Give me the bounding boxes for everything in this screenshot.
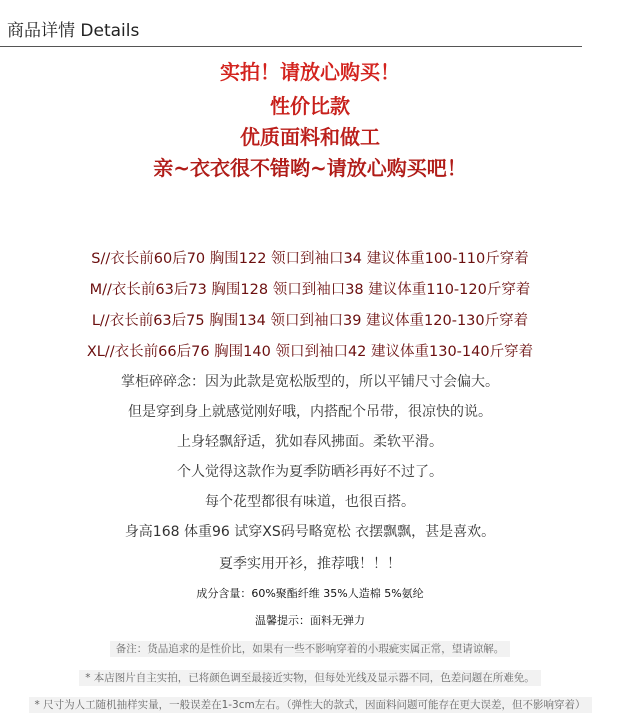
note-line: 上身轻飘舒适，犹如春风拂面。柔软平滑。 (177, 434, 443, 450)
disclaimer-note (0, 670, 620, 686)
note-line: 掌柜碎碎念：因为此款是宽松版型的，所以平铺尺寸会偏大。 (121, 374, 499, 390)
note-line: 个人觉得这款作为夏季防晒衫再好不过了。 (177, 464, 443, 480)
note-line: 但是穿到身上就感觉刚好哦，内搭配个吊带，很凉快的说。 (128, 404, 492, 420)
size-row-m: M//衣长前63后73 胸围128 领口到袖口38 建议体重110-120斤穿着 (89, 282, 531, 298)
disclaimer-note (0, 697, 620, 713)
size-row-s: S//衣长前60后70 胸围122 领口到袖口34 建议体重100-110斤穿着 (91, 251, 529, 267)
details-header (0, 0, 582, 47)
disclaimer-text: * 尺寸为人工随机抽样实量，一般误差在1-3cm左右。（弹性大的款式，因面料问题可能存在更大误差，但不影响穿着） (29, 697, 592, 713)
page-title: 商品详情 Details (7, 21, 140, 41)
warm-tip: 温馨提示：面料无弹力 (255, 614, 365, 627)
headline-real-shot: 实拍！请放心购买！ (220, 60, 400, 84)
disclaimer-text: 备注：货品追求的是性价比，如果有一些不影响穿着的小瑕疵实属正常，望请谅解。 (110, 641, 511, 657)
size-row-l: L//衣长前63后75 胸围134 领口到袖口39 建议体重120-130斤穿着 (91, 313, 529, 329)
note-line: 身高168 体重96 试穿XS码号略宽松 衣摆飘飘，甚是喜欢。 (124, 524, 496, 540)
note-line: 每个花型都很有味道，也很百搭。 (205, 494, 415, 510)
headline-quality: 优质面料和做工 (240, 125, 380, 149)
headline-value: 性价比款 (270, 94, 350, 118)
note-line: 夏季实用开衫，推荐哦！！！ (219, 556, 401, 572)
disclaimer-text: * 本店图片自主实拍，已将颜色调至最接近实物，但每处光线及显示器不同，色差问题在所难免。 (79, 670, 541, 686)
fabric-composition: 成分含量：60%聚酯纤维 35%人造棉 5%氨纶 (196, 587, 424, 600)
headline-recommend: 亲~衣衣很不错哟~请放心购买吧！ (153, 156, 467, 180)
size-row-xl: XL//衣长前66后76 胸围140 领口到袖口42 建议体重130-140斤穿着 (86, 344, 534, 360)
disclaimer-note (0, 641, 620, 657)
